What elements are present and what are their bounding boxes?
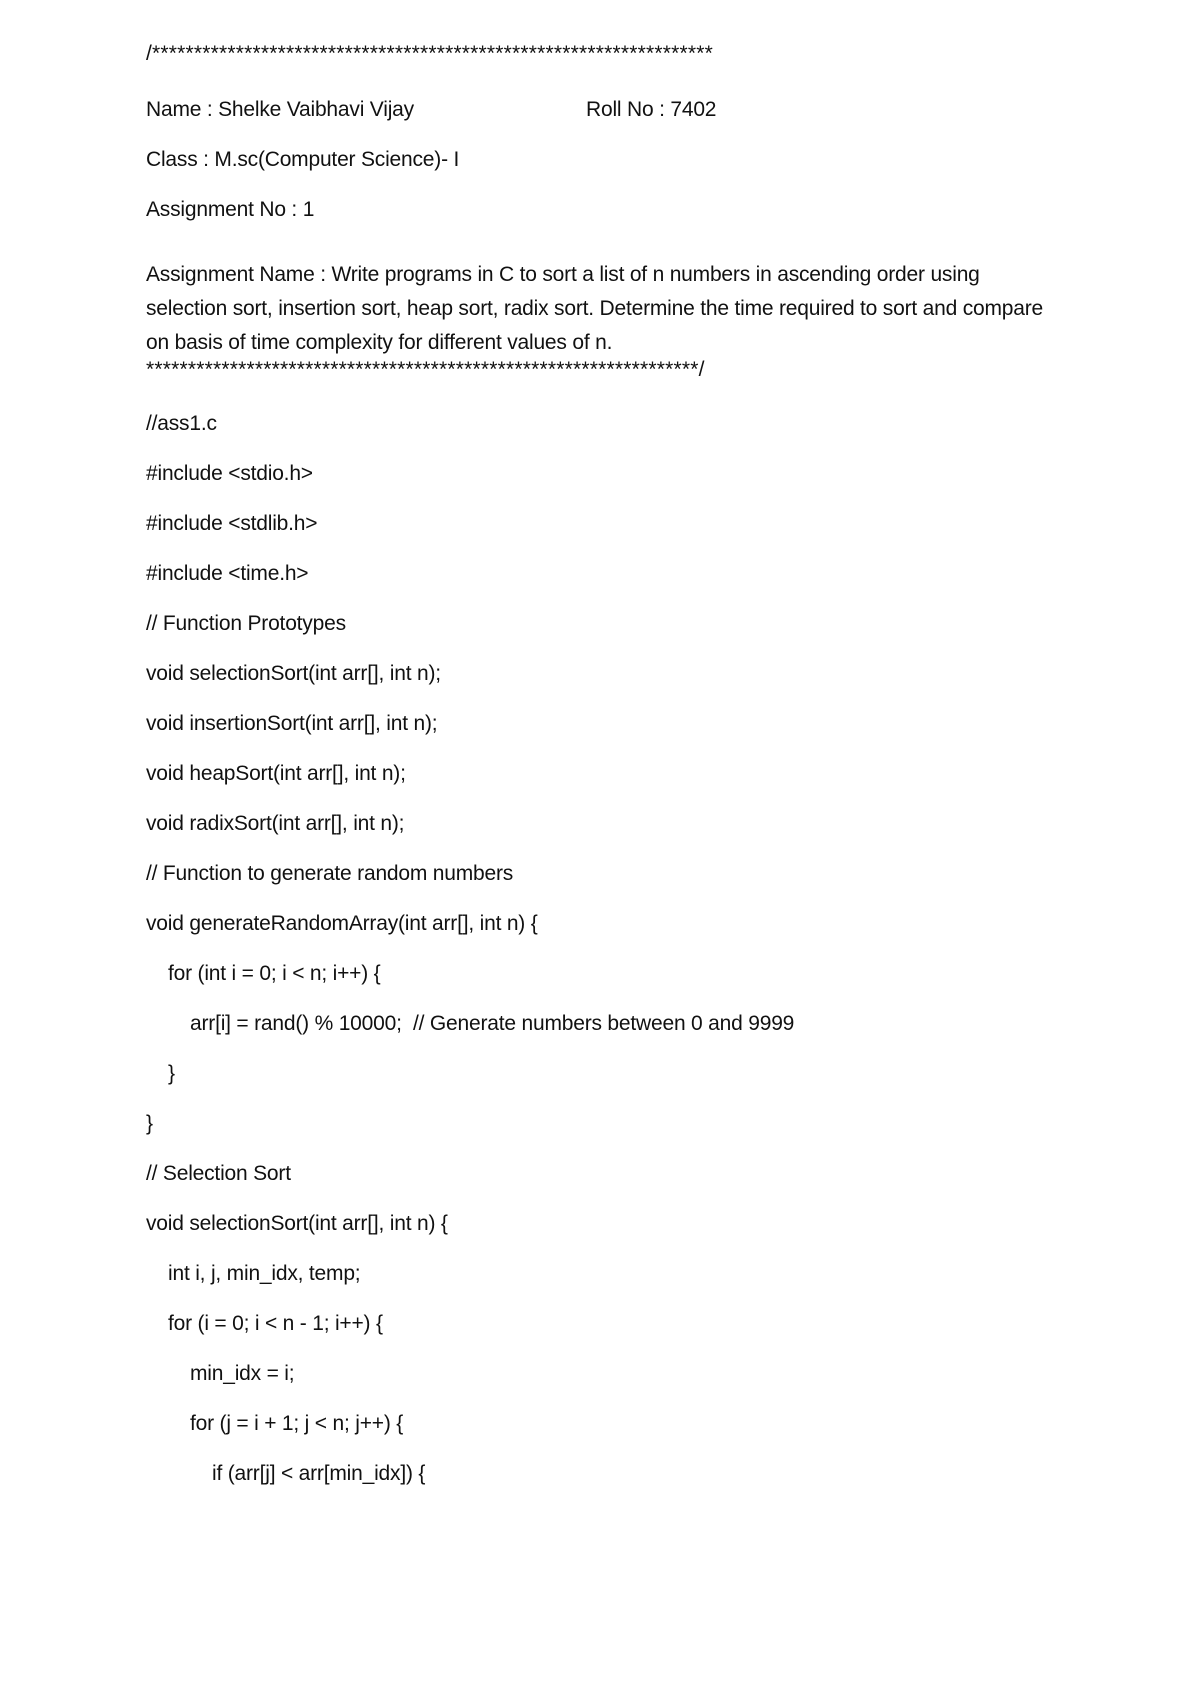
code-line: //ass1.c	[146, 412, 217, 435]
assignment-number: Assignment No : 1	[146, 198, 315, 221]
code-line: // Function Prototypes	[146, 612, 346, 635]
code-line: min_idx = i;	[190, 1362, 295, 1385]
code-line: void radixSort(int arr[], int n);	[146, 812, 405, 835]
assignment-name: Assignment Name : Write programs in C to sort a list of n numbers in ascending order using selection sort, insertion sort, heap sort, radix sort. Determine the time required to sort and compare on basis of time complexity for different values of n.	[146, 263, 1044, 354]
roll-number: Roll No : 7402	[586, 98, 717, 121]
code-line: #include <stdio.h>	[146, 462, 313, 485]
code-line: }	[168, 1062, 175, 1085]
code-line: // Function to generate random numbers	[146, 862, 514, 885]
student-name: Name : Shelke Vaibhavi Vijay	[146, 98, 414, 121]
code-line: void generateRandomArray(int arr[], int n) {	[146, 912, 538, 935]
code-line: arr[i] = rand() % 10000; // Generate numbers between 0 and 9999	[190, 1012, 795, 1035]
code-line: void heapSort(int arr[], int n);	[146, 762, 406, 785]
comment-top-border: /*******************************************************************	[146, 42, 713, 65]
code-line: if (arr[j] < arr[min_idx]) {	[212, 1462, 426, 1485]
code-line: #include <stdlib.h>	[146, 512, 318, 535]
code-line: // Selection Sort	[146, 1162, 291, 1185]
code-line: int i, j, min_idx, temp;	[168, 1262, 361, 1285]
code-line: for (j = i + 1; j < n; j++) {	[190, 1412, 404, 1435]
code-line: for (int i = 0; i < n; i++) {	[168, 962, 381, 985]
code-line: void selectionSort(int arr[], int n) {	[146, 1212, 448, 1235]
code-line: for (i = 0; i < n - 1; i++) {	[168, 1312, 383, 1335]
code-line: void insertionSort(int arr[], int n);	[146, 712, 438, 735]
class-info: Class : M.sc(Computer Science)- I	[146, 148, 460, 171]
code-line: void selectionSort(int arr[], int n);	[146, 662, 441, 685]
comment-bottom-border: ******************************************************************/	[146, 358, 705, 381]
code-line: #include <time.h>	[146, 562, 309, 585]
code-line: }	[146, 1112, 153, 1135]
document-page	[146, 0, 1056, 1696]
